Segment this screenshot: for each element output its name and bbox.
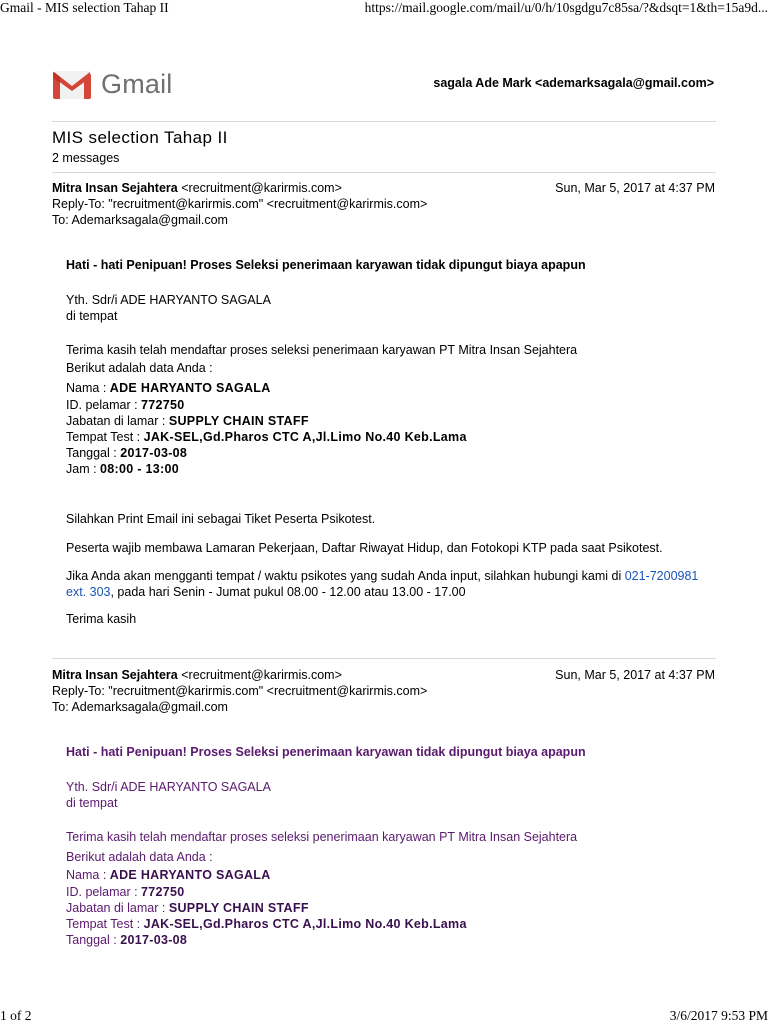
print-footer-timestamp: 3/6/2017 9:53 PM (669, 1008, 768, 1023)
field-id: ID. pelamar : 772750 (66, 398, 185, 412)
thread-divider (52, 172, 716, 173)
field-id: ID. pelamar : 772750 (66, 885, 185, 899)
field-tempat: Tempat Test : JAK-SEL,Gd.Pharos CTC A,Jl.Limo No.40 Keb.Lama (66, 917, 467, 931)
closing: Terima kasih (66, 612, 137, 626)
phone-link[interactable]: 021-7200981 (624, 569, 699, 583)
print-header-title: Gmail - MIS selection Tahap II (0, 0, 169, 15)
requirements: Peserta wajib membawa Lamaran Pekerjaan, Daftar Riwayat Hidup, dan Fotokopi KTP pada saat Psikotest. (66, 541, 663, 555)
field-tempat: Tempat Test : JAK-SEL,Gd.Pharos CTC A,Jl.Limo No.40 Keb.Lama (66, 430, 467, 444)
field-jam: Jam : 08:00 - 13:00 (66, 462, 179, 476)
change-info-line1: Jika Anda akan mengganti tempat / waktu psikotes yang sudah Anda input, silahkan hubungi kami di 021-7200981 (66, 569, 699, 583)
print-note: Silahkan Print Email ini sebagai Tiket Peserta Psikotest. (66, 512, 376, 526)
field-tanggal: Tanggal : 2017-03-08 (66, 446, 188, 460)
gmail-m-icon (52, 69, 92, 100)
sender-name: Mitra Insan Sejahtera (52, 668, 178, 682)
recipient: To: Ademarksagala@gmail.com (52, 213, 228, 227)
sender-email: <recruitment@karirmis.com> (181, 181, 342, 195)
print-header-url: https://mail.google.com/mail/u/0/h/10sgdgu7c85sa/?&dsqt=1&th=15a9d... (364, 0, 768, 15)
greeting-name: Yth. Sdr/i ADE HARYANTO SAGALA (66, 293, 271, 307)
sender-name: Mitra Insan Sejahtera (52, 181, 178, 195)
greeting-place: di tempat (66, 796, 118, 810)
intro-text: Terima kasih telah mendaftar proses seleksi penerimaan karyawan PT Mitra Insan Sejahtera (66, 343, 578, 357)
account-identity: sagala Ade Mark <ademarksagala@gmail.com> (433, 76, 714, 90)
greeting-name: Yth. Sdr/i ADE HARYANTO SAGALA (66, 780, 271, 794)
reply-to: Reply-To: "recruitment@karirmis.com" <recruitment@karirmis.com> (52, 197, 428, 211)
message-date: Sun, Mar 5, 2017 at 4:37 PM (555, 181, 715, 195)
sender (52, 181, 342, 195)
greeting-place: di tempat (66, 309, 118, 323)
thread-subject: MIS selection Tahap II (52, 128, 228, 147)
message-count: 2 messages (52, 151, 120, 165)
reply-to: Reply-To: "recruitment@karirmis.com" <recruitment@karirmis.com> (52, 684, 428, 698)
field-nama: Nama : ADE HARYANTO SAGALA (66, 381, 271, 395)
field-jabatan: Jabatan di lamar : SUPPLY CHAIN STAFF (66, 901, 309, 915)
gmail-logo (52, 66, 173, 102)
sender-email: <recruitment@karirmis.com> (181, 668, 342, 682)
phone-extension-link[interactable]: ext. 303 (66, 585, 111, 599)
field-tanggal: Tanggal : 2017-03-08 (66, 933, 188, 947)
field-jabatan: Jabatan di lamar : SUPPLY CHAIN STAFF (66, 414, 309, 428)
message-date: Sun, Mar 5, 2017 at 4:37 PM (555, 668, 715, 682)
change-info-line2: ext. 303, pada hari Senin - Jumat pukul 08.00 - 12.00 atau 13.00 - 17.00 (66, 585, 466, 599)
header-divider (52, 121, 716, 122)
message-divider (52, 658, 716, 659)
sender (52, 668, 342, 682)
fraud-warning: Hati - hati Penipuan! Proses Seleksi penerimaan karyawan tidak dipungut biaya apapun (66, 745, 586, 759)
field-nama: Nama : ADE HARYANTO SAGALA (66, 868, 271, 882)
print-footer-page: 1 of 2 (0, 1008, 32, 1023)
gmail-wordmark: Gmail (101, 68, 173, 99)
fraud-warning: Hati - hati Penipuan! Proses Seleksi penerimaan karyawan tidak dipungut biaya apapun (66, 258, 586, 272)
recipient: To: Ademarksagala@gmail.com (52, 700, 228, 714)
data-intro: Berikut adalah data Anda : (66, 361, 213, 375)
intro-text: Terima kasih telah mendaftar proses seleksi penerimaan karyawan PT Mitra Insan Sejahtera (66, 830, 578, 844)
data-intro: Berikut adalah data Anda : (66, 850, 213, 864)
